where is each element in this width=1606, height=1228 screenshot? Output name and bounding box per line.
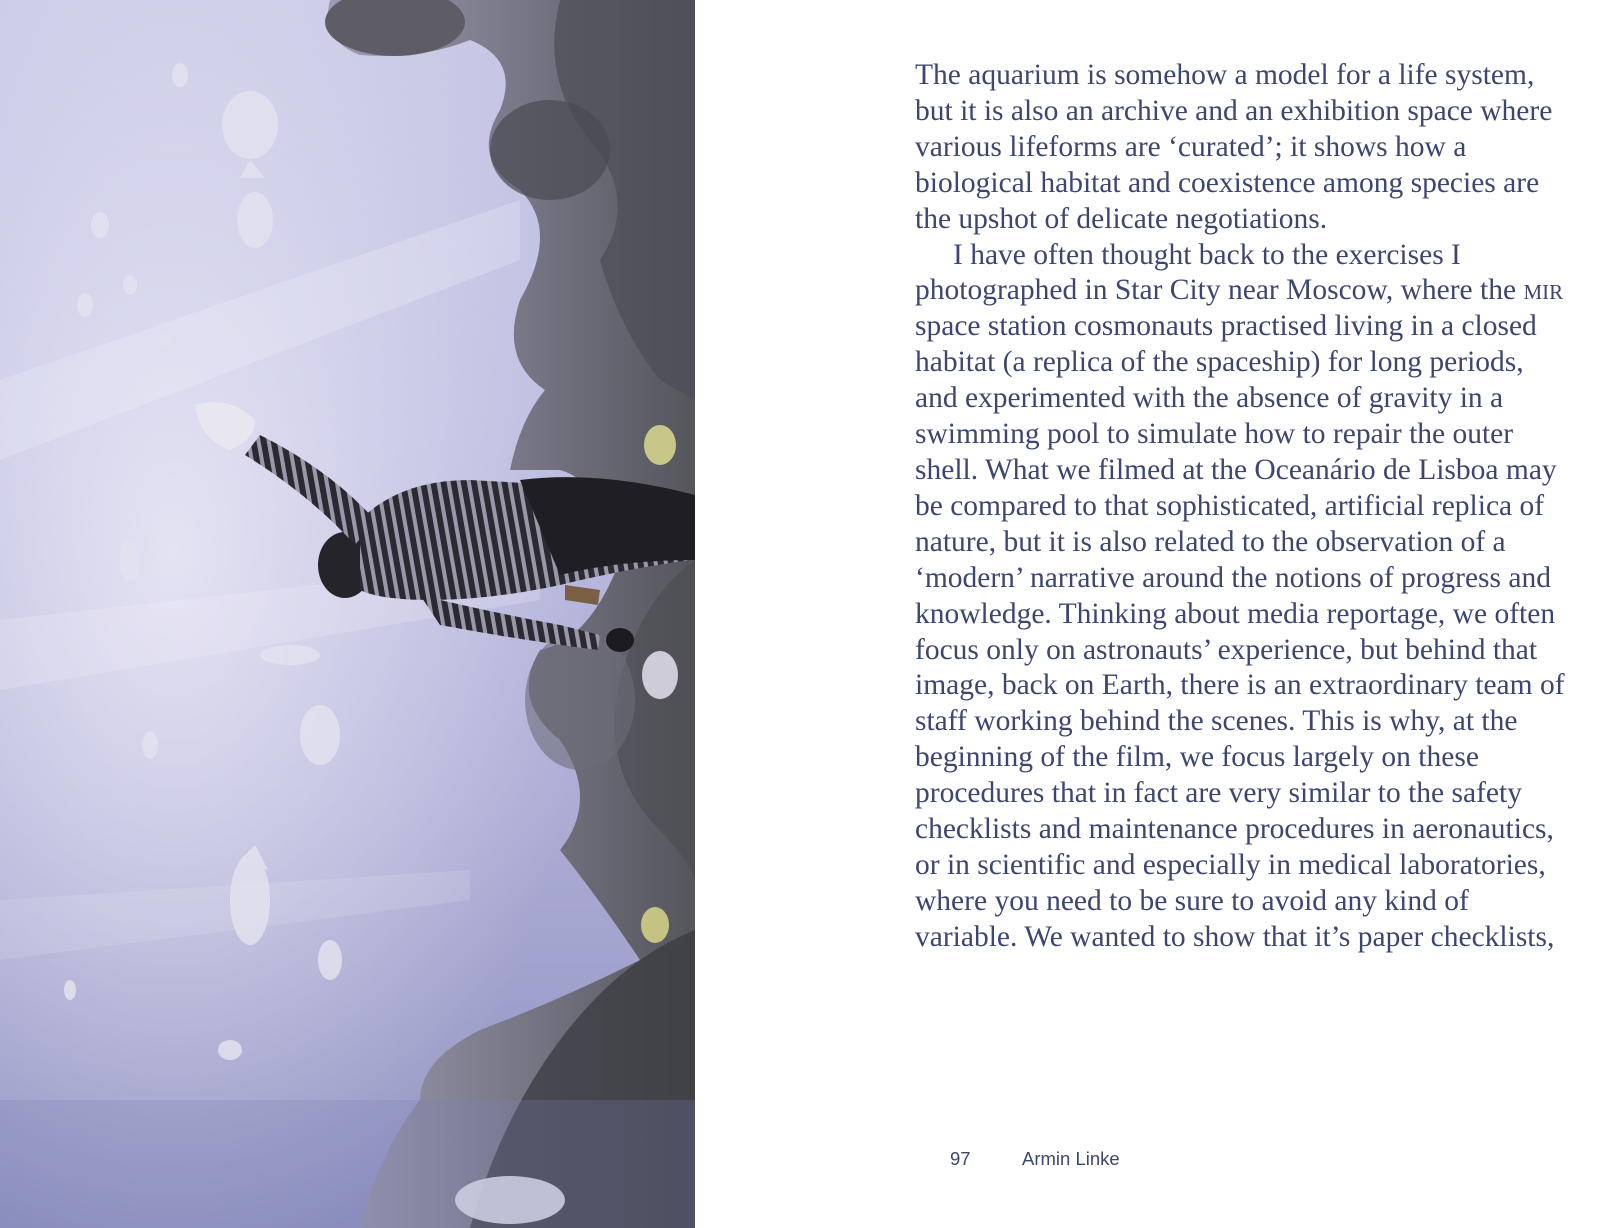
acronym-mir: mir (1523, 274, 1564, 307)
paragraph-aquarium: The aquarium is somehow a model for a life system, but it is also an archive and an exhibition space where various lifeforms are ‘curated’; it shows how a biological habitat and coexistence among species are the upshot of delicate negotiations. (915, 59, 1553, 235)
paragraph-star-city-start: I have often thought back to the exercises I photographed in Star City near Moscow, where the (915, 238, 1524, 307)
body-text-column (915, 58, 1565, 956)
paragraph-star-city-rest: space station cosmonauts practised living in a closed habitat (a replica of the spaceship) for long periods, and experimented with the absence of gravity in a swimming pool to simulate how to repair the outer shell. What we filmed at the Oceanário de Lisboa may be compared to that sophisticated, artificial replica of nature, but it is also related to the observation of a ‘modern’ narrative around the notions of progress and knowledge. Thinking about media reportage, we often focus only on astronauts’ experience, but behind that image, back on Earth, there is an extraordinary team of staff working behind the scenes. This is why, at the beginning of the film, we focus largely on these procedures that in fact are very similar to the safety checklists and maintenance procedures in aeronautics, or in scientific and especially in medical laboratories, where you need to be sure to avoid any kind of variable. We wanted to show that it’s paper checklists, (915, 310, 1565, 953)
aquarium-photograph (0, 0, 695, 1228)
running-author: Armin Linke (1022, 1148, 1120, 1169)
paragraph-star-city (915, 238, 1565, 956)
aquarium-scene (0, 0, 695, 1228)
page-number: 97 (950, 1148, 971, 1169)
